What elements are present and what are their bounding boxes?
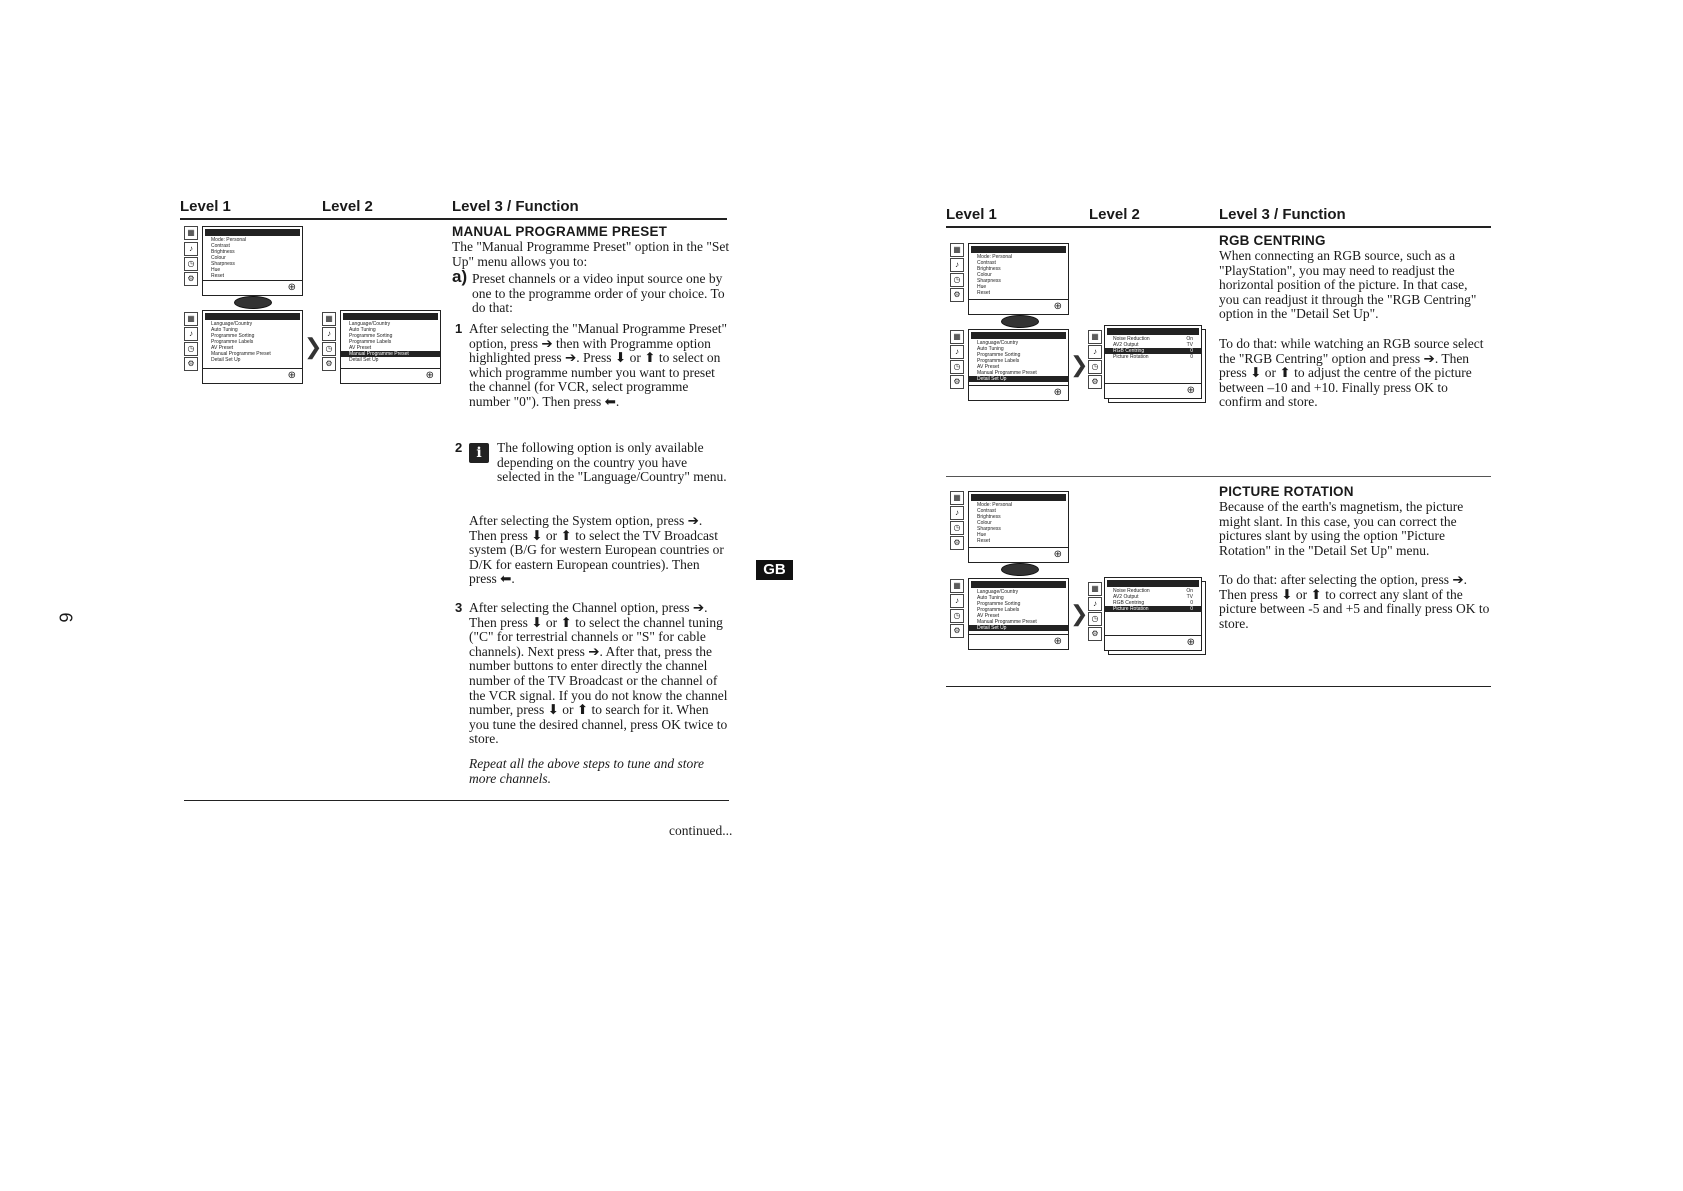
setup-icon: ⚙ <box>184 272 198 286</box>
menu-item: AV2 Output TV <box>1113 342 1193 348</box>
step-1-text: After selecting the "Manual Programme Preset" option, press ➔ then with Programme option highlighted press ➔. Press ⬇ or ⬆ to select on which programme number you want to preset the channel (for VCR, select programme number "0"). Then press ⬅. <box>469 321 728 409</box>
setup-icon: ⚙ <box>950 375 964 389</box>
section-title: MANUAL PROGRAMME PRESET <box>452 224 668 239</box>
picture-menu-screen <box>968 243 1069 315</box>
menu-item: Hue <box>977 532 987 538</box>
rgb-paragraph-2: To do that: while watching an RGB source select the "RGB Centring" option and press ➔. Then press ⬇ or ⬆ to adjust the centre of the picture between –10 and +10. Finally press OK to confirm and store. <box>1219 336 1484 410</box>
menu-item: Mode: Personal <box>977 502 1013 508</box>
sound-icon: ♪ <box>950 345 964 359</box>
menu-item-selected: Manual Programme Preset <box>341 351 440 357</box>
setup-icon: ⚙ <box>950 288 964 302</box>
menu-item: Language/Country <box>977 340 1019 346</box>
menu-item: Hue <box>211 267 221 273</box>
picture-menu-screen <box>202 226 303 296</box>
menu-item: Programme Labels <box>977 607 1020 613</box>
ok-icon: ⊕ <box>1053 636 1062 647</box>
menu-item-selected: Picture Rotation 0 <box>1105 606 1201 612</box>
header-level3: Level 3 / Function <box>452 198 579 215</box>
remote-joystick-icon <box>234 296 272 309</box>
ok-icon: ⊕ <box>1186 385 1195 396</box>
picture-icon: ▦ <box>184 226 198 240</box>
clock-icon: ◷ <box>950 273 964 287</box>
setup-icon: ⚙ <box>950 624 964 638</box>
menu-item: Reset <box>977 290 991 296</box>
menu-item: Programme Sorting <box>977 601 1021 607</box>
menu-item: Programme Labels <box>211 339 254 345</box>
menu-item: Picture Rotation 0 <box>1113 354 1193 360</box>
clock-icon: ◷ <box>950 360 964 374</box>
header-level2: Level 2 <box>1089 206 1140 223</box>
rgb-paragraph-1: When connecting an RGB source, such as a "PlayStation", you may need to readjust the horizontal position of the picture. In that case, you can readjust it through the "RGB Centring" option in the "Detail Set Up". <box>1219 248 1477 322</box>
picture-icon: ▦ <box>322 312 336 326</box>
ok-icon: ⊕ <box>1053 387 1062 398</box>
menu-item: Auto Tuning <box>977 595 1004 601</box>
menu-item: Programme Sorting <box>977 352 1021 358</box>
menu-item: AV Preset <box>977 613 1000 619</box>
menu-item: Brightness <box>211 249 235 255</box>
menu-item: Sharpness <box>977 278 1001 284</box>
picture-icon: ▦ <box>950 330 964 344</box>
page-number: 6 <box>55 612 76 623</box>
menu-item: Language/Country <box>977 589 1019 595</box>
menu-item: Detail Set Up <box>349 357 379 363</box>
menu-item: Sharpness <box>977 526 1001 532</box>
step-2-text: After selecting the System option, press ➔. Then press ⬇ or ⬆ to select the TV Broadcast system (B/G for western European countries or D/K for eastern European countries). Then press ⬅. <box>469 513 724 587</box>
ok-icon: ⊕ <box>1053 549 1062 560</box>
picture-icon: ▦ <box>950 491 964 505</box>
intro-text: The "Manual Programme Preset" option in the "Set Up" menu allows you to: <box>452 239 730 269</box>
ok-icon: ⊕ <box>1186 637 1195 648</box>
menu-item: Programme Labels <box>349 339 392 345</box>
picture-menu-screen <box>968 491 1069 563</box>
menu-item: Brightness <box>977 266 1001 272</box>
menu-item: AV Preset <box>977 364 1000 370</box>
sound-icon: ♪ <box>950 258 964 272</box>
setup-menu-screen <box>968 329 1069 401</box>
remote-joystick-icon <box>1001 315 1039 328</box>
menu-item: Sharpness <box>211 261 235 267</box>
menu-item: Reset <box>977 538 991 544</box>
setup-icon: ⚙ <box>322 357 336 371</box>
picture-icon: ▦ <box>1088 330 1102 344</box>
menu-item: Brightness <box>977 514 1001 520</box>
ok-icon: ⊕ <box>1053 301 1062 312</box>
menu-item: Auto Tuning <box>211 327 238 333</box>
menu-item: Manual Programme Preset <box>211 351 271 357</box>
menu-item: AV2 Output TV <box>1113 594 1193 600</box>
menu-item: Manual Programme Preset <box>977 619 1037 625</box>
menu-item: Detail Set Up <box>211 357 241 363</box>
level2-setup-screen <box>340 310 441 384</box>
footer-rule <box>184 800 729 801</box>
point-a-text: Preset channels or a video input source one by one to the programme order of your choice. To do that: <box>472 271 725 316</box>
ok-icon: ⊕ <box>425 370 434 381</box>
sound-icon: ♪ <box>1088 345 1102 359</box>
chevron-right-icon: ❯ <box>304 334 323 359</box>
menu-item: Programme Labels <box>977 358 1020 364</box>
sound-icon: ♪ <box>184 242 198 256</box>
step-2-note-text: The following option is only available depending on the country you have selected in the "Language/Country" menu. <box>497 440 727 485</box>
menu-item: Colour <box>211 255 226 261</box>
setup-icon: ⚙ <box>184 357 198 371</box>
clock-icon: ◷ <box>184 257 198 271</box>
menu-item: Language/Country <box>211 321 253 327</box>
setup-icon: ⚙ <box>950 536 964 550</box>
sound-icon: ♪ <box>184 327 198 341</box>
clock-icon: ◷ <box>950 521 964 535</box>
menu-item: RGB Centring 0 <box>1113 600 1193 606</box>
menu-item: Language/Country <box>349 321 391 327</box>
point-a <box>452 267 730 316</box>
picture-icon: ▦ <box>1088 582 1102 596</box>
header-level1: Level 1 <box>180 198 231 215</box>
continued-text: continued... <box>669 823 733 838</box>
menu-item: Programme Sorting <box>349 333 393 339</box>
menu-item: Noise Reduction On <box>1113 588 1193 594</box>
clock-icon: ◷ <box>1088 612 1102 626</box>
menu-item: Contrast <box>211 243 230 249</box>
point-a-label: a) <box>452 267 468 286</box>
sound-icon: ♪ <box>322 327 336 341</box>
ok-icon: ⊕ <box>287 370 296 381</box>
setup-icon: ⚙ <box>1088 627 1102 641</box>
ok-icon: ⊕ <box>287 282 296 293</box>
footer-rule <box>946 686 1491 687</box>
menu-item: Reset <box>211 273 225 279</box>
language-badge: GB <box>756 560 793 580</box>
menu-item: Manual Programme Preset <box>977 370 1037 376</box>
step-1: 1 After selecting the "Manual Programme Preset" option, press ➔ then with Programme option highlighted press ➔. Press ⬇ or ⬆ to select on which programme number you want to preset the channel (for VCR, select programme number "0"). Then press ⬅. <box>455 322 730 410</box>
remote-joystick-icon <box>1001 563 1039 576</box>
clock-icon: ◷ <box>1088 360 1102 374</box>
chevron-right-icon: ❯ <box>1070 352 1089 377</box>
header-rule <box>946 226 1491 228</box>
setup-icon: ⚙ <box>1088 375 1102 389</box>
sound-icon: ♪ <box>950 594 964 608</box>
detail-setup-screen <box>1104 325 1202 399</box>
menu-item: Contrast <box>977 260 996 266</box>
repeat-note: Repeat all the above steps to tune and store more channels. <box>469 756 704 786</box>
picture-icon: ▦ <box>950 243 964 257</box>
menu-item: Colour <box>977 272 992 278</box>
rotation-paragraph-1: Because of the earth's magnetism, the picture might slant. In this case, you can correct the pictures slant by using the option "Picture Rotation" in the "Detail Set Up" menu. <box>1219 499 1464 558</box>
menu-item: Auto Tuning <box>349 327 376 333</box>
menu-item: Noise Reduction On <box>1113 336 1193 342</box>
menu-item: AV Preset <box>349 345 372 351</box>
section-rule <box>946 476 1491 477</box>
rotation-paragraph-2: To do that: after selecting the option, press ➔. Then press ⬇ or ⬆ to correct any slant of the picture between -5 and +5 and finally press OK to store. <box>1219 572 1490 631</box>
setup-menu-screen <box>968 578 1069 650</box>
menu-item-selected: Detail Set Up <box>969 625 1068 631</box>
chevron-right-icon: ❯ <box>1070 601 1089 626</box>
menu-item-selected: RGB Centring 0 <box>1105 348 1201 354</box>
menu-item: Hue <box>977 284 987 290</box>
setup-menu-screen <box>202 310 303 384</box>
header-rule <box>180 218 727 220</box>
menu-item: AV Preset <box>211 345 234 351</box>
clock-icon: ◷ <box>184 342 198 356</box>
header-level2: Level 2 <box>322 198 373 215</box>
menu-item: Auto Tuning <box>977 346 1004 352</box>
menu-item: Contrast <box>977 508 996 514</box>
picture-icon: ▦ <box>184 312 198 326</box>
menu-item-selected: Detail Set Up <box>969 376 1068 382</box>
rotation-title: PICTURE ROTATION <box>1219 484 1354 499</box>
step-3-text: After selecting the Channel option, press ➔. Then press ⬇ or ⬆ to select the channel tuning ("C" for terrestrial channels or "S" for cable channels). Next press ➔. After that, press the number buttons to enter directly the channel number of the TV Broadcast or the channel of the VCR signal. If you do not know the channel number, press ⬇ or ⬆ to search for it. When you tune the desired channel, press OK twice to store. <box>469 600 728 747</box>
detail-setup-screen <box>1104 577 1202 651</box>
step-3: 3 After selecting the Channel option, press ➔. Then press ⬇ or ⬆ to select the channel tuning ("C" for terrestrial channels or "S" for cable channels). Next press ➔. After that, press the number buttons to enter directly the channel number of the TV Broadcast or the channel of the VCR signal. If you do not know the channel number, press ⬇ or ⬆ to search for it. When you tune the desired channel, press OK twice to store. <box>455 601 730 747</box>
info-icon: i <box>469 443 489 463</box>
picture-icon: ▦ <box>950 579 964 593</box>
header-level1: Level 1 <box>946 206 997 223</box>
menu-item: Mode: Personal <box>977 254 1013 260</box>
rgb-title: RGB CENTRING <box>1219 233 1326 248</box>
sound-icon: ♪ <box>1088 597 1102 611</box>
menu-item: Programme Sorting <box>211 333 255 339</box>
clock-icon: ◷ <box>950 609 964 623</box>
clock-icon: ◷ <box>322 342 336 356</box>
menu-item: Colour <box>977 520 992 526</box>
menu-item: Mode: Personal <box>211 237 247 243</box>
sound-icon: ♪ <box>950 506 964 520</box>
header-level3: Level 3 / Function <box>1219 206 1346 223</box>
step-2-note: 2 i The following option is only available depending on the country you have selected in the "Language/Country" menu. <box>455 441 730 485</box>
